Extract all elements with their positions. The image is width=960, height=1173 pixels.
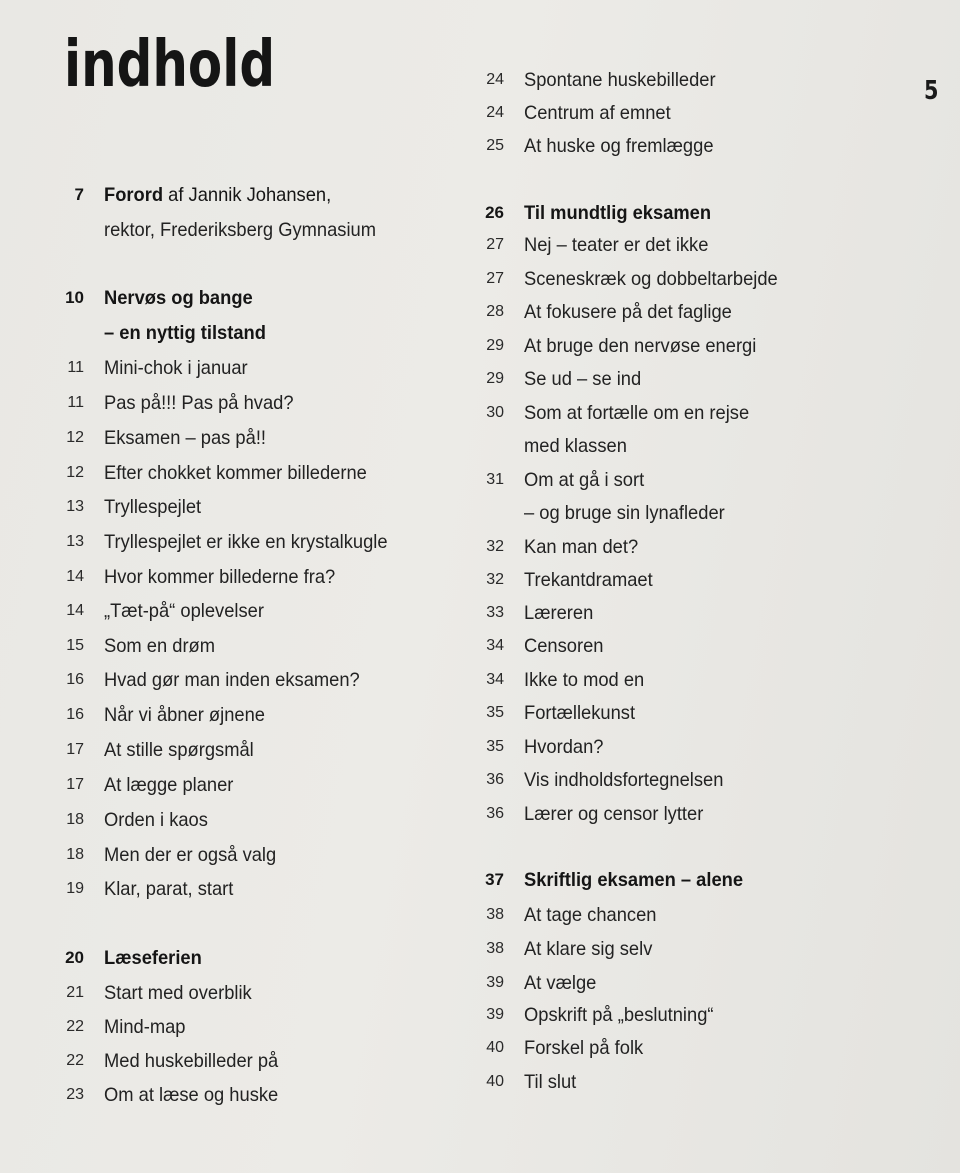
right-entry-title: Forskel på folk bbox=[524, 1037, 644, 1059]
right-entry-title: Lærer og censor lytter bbox=[524, 803, 704, 825]
right-entry-title: Opskrift på „beslutning“ bbox=[524, 1004, 714, 1026]
left-entry-page-number: 21 bbox=[66, 984, 84, 1001]
right-entry-page-number: 24 bbox=[486, 71, 504, 88]
right-entry-page-number: 37 bbox=[485, 870, 504, 889]
right-entry-page-number: 39 bbox=[486, 1006, 504, 1023]
left-entry-title: Forord af Jannik Johansen, bbox=[104, 184, 332, 206]
left-entry-title: Tryllespejlet er ikke en krystalkugle bbox=[104, 531, 388, 553]
left-entry-title: Som en drøm bbox=[104, 635, 216, 657]
right-entry-page-number: 36 bbox=[486, 805, 504, 822]
right-entry-page-number: 31 bbox=[486, 471, 504, 488]
right-entry-title: Som at fortælle om en rejse bbox=[524, 402, 750, 424]
right-entry-title: Hvordan? bbox=[524, 736, 604, 758]
right-entry-title: At tage chancen bbox=[524, 904, 657, 926]
page-title: indhold bbox=[64, 28, 276, 102]
right-entry-title: Nej – teater er det ikke bbox=[524, 234, 709, 256]
left-entry-title: Men der er også valg bbox=[104, 844, 277, 866]
right-entry-title: Spontane huskebilleder bbox=[524, 69, 716, 91]
left-entry-title: Tryllespejlet bbox=[104, 496, 202, 518]
right-entry-title: At huske og fremlægge bbox=[524, 135, 714, 157]
left-entry-page-number: 16 bbox=[66, 706, 84, 723]
left-entry-page-number: 17 bbox=[66, 776, 84, 793]
page-number: 5 bbox=[924, 76, 939, 106]
right-entry-page-number: 32 bbox=[486, 571, 504, 588]
right-entry-title: At vælge bbox=[524, 972, 597, 994]
right-entry-title: Om at gå i sort bbox=[524, 469, 645, 491]
right-entry-title: Ikke to mod en bbox=[524, 669, 645, 691]
right-entry-title: Censoren bbox=[524, 635, 604, 657]
right-entry-title: Kan man det? bbox=[524, 536, 639, 558]
left-entry-title: Mini-chok i januar bbox=[104, 357, 248, 379]
right-entry-page-number: 30 bbox=[486, 404, 504, 421]
right-entry-page-number: 38 bbox=[486, 906, 504, 923]
left-entry-page-number: 7 bbox=[74, 185, 84, 204]
right-entry-page-number: 24 bbox=[486, 104, 504, 121]
right-entry-page-number: 40 bbox=[486, 1073, 504, 1090]
right-entry-page-number: 29 bbox=[486, 370, 504, 387]
left-entry-page-number: 15 bbox=[66, 637, 84, 654]
left-entry-title-continuation: rektor, Frederiksberg Gymnasium bbox=[104, 219, 376, 241]
left-entry-title: Læseferien bbox=[104, 947, 202, 969]
left-entry-title: Mind-map bbox=[104, 1016, 186, 1038]
right-entry-title: Trekantdramaet bbox=[524, 569, 653, 591]
right-entry-page-number: 39 bbox=[486, 974, 504, 991]
right-entry-page-number: 35 bbox=[486, 704, 504, 721]
right-entry-page-number: 38 bbox=[486, 940, 504, 957]
right-entry-title: Se ud – se ind bbox=[524, 368, 642, 390]
right-entry-title: Sceneskræk og dobbeltarbejde bbox=[524, 268, 778, 290]
left-entry-title: Pas på!!! Pas på hvad? bbox=[104, 392, 294, 414]
left-entry-title: Orden i kaos bbox=[104, 809, 208, 831]
right-entry-title: At fokusere på det faglige bbox=[524, 301, 732, 323]
right-entry-title: Centrum af emnet bbox=[524, 102, 671, 124]
left-entry-page-number: 23 bbox=[66, 1086, 84, 1103]
right-entry-title: Skriftlig eksamen – alene bbox=[524, 869, 744, 891]
left-entry-title: Eksamen – pas på!! bbox=[104, 427, 267, 449]
right-entry-title: Fortællekunst bbox=[524, 702, 636, 724]
left-entry-page-number: 22 bbox=[66, 1052, 84, 1069]
right-entry-title: Vis indholdsfortegnelsen bbox=[524, 769, 724, 791]
left-entry-page-number: 13 bbox=[66, 498, 84, 515]
left-entry-title: Start med overblik bbox=[104, 982, 252, 1004]
left-entry-page-number: 17 bbox=[66, 741, 84, 758]
right-entry-page-number: 27 bbox=[486, 270, 504, 287]
left-entry-title: Nervøs og bange bbox=[104, 287, 253, 309]
right-entry-page-number: 40 bbox=[486, 1039, 504, 1056]
right-entry-page-number: 27 bbox=[486, 236, 504, 253]
left-entry-title: „Tæt-på“ oplevelser bbox=[104, 600, 264, 622]
right-entry-title-continuation: – og bruge sin lynafleder bbox=[524, 502, 725, 524]
left-entry-title: Om at læse og huske bbox=[104, 1084, 279, 1106]
left-entry-page-number: 19 bbox=[66, 880, 84, 897]
left-entry-page-number: 11 bbox=[67, 394, 84, 411]
left-entry-page-number: 14 bbox=[66, 568, 84, 585]
right-entry-page-number: 26 bbox=[485, 203, 504, 222]
right-entry-title: Læreren bbox=[524, 602, 594, 624]
right-entry-page-number: 32 bbox=[486, 538, 504, 555]
right-entry-title-continuation: med klassen bbox=[524, 435, 627, 457]
left-entry-title: At stille spørgsmål bbox=[104, 739, 254, 761]
right-entry-title: At bruge den nervøse energi bbox=[524, 335, 757, 357]
right-entry-title: Til mundtlig eksamen bbox=[524, 202, 712, 224]
left-entry-page-number: 18 bbox=[66, 811, 84, 828]
left-entry-title-continuation: – en nyttig tilstand bbox=[104, 322, 266, 344]
left-entry-page-number: 22 bbox=[66, 1018, 84, 1035]
left-entry-title: At lægge planer bbox=[104, 774, 234, 796]
left-entry-title: Hvor kommer billederne fra? bbox=[104, 566, 336, 588]
right-entry-page-number: 28 bbox=[486, 303, 504, 320]
right-entry-page-number: 36 bbox=[486, 771, 504, 788]
left-entry-page-number: 20 bbox=[65, 948, 84, 967]
left-entry-title: Efter chokket kommer billederne bbox=[104, 462, 367, 484]
right-entry-title: Til slut bbox=[524, 1071, 577, 1093]
right-entry-title: At klare sig selv bbox=[524, 938, 653, 960]
left-entry-page-number: 12 bbox=[66, 429, 84, 446]
left-entry-page-number: 11 bbox=[67, 359, 84, 376]
left-entry-title: Når vi åbner øjnene bbox=[104, 704, 265, 726]
left-entry-page-number: 13 bbox=[66, 533, 84, 550]
left-entry-page-number: 10 bbox=[65, 288, 84, 307]
left-entry-page-number: 12 bbox=[66, 464, 84, 481]
left-entry-page-number: 14 bbox=[66, 602, 84, 619]
right-entry-page-number: 25 bbox=[486, 137, 504, 154]
right-entry-page-number: 33 bbox=[486, 604, 504, 621]
left-entry-title: Med huskebilleder på bbox=[104, 1050, 279, 1072]
right-entry-page-number: 34 bbox=[486, 637, 504, 654]
left-entry-title: Hvad gør man inden eksamen? bbox=[104, 669, 360, 691]
right-entry-page-number: 34 bbox=[486, 671, 504, 688]
right-entry-page-number: 29 bbox=[486, 337, 504, 354]
left-entry-title: Klar, parat, start bbox=[104, 878, 234, 900]
right-entry-page-number: 35 bbox=[486, 738, 504, 755]
left-entry-page-number: 16 bbox=[66, 671, 84, 688]
left-entry-page-number: 18 bbox=[66, 846, 84, 863]
